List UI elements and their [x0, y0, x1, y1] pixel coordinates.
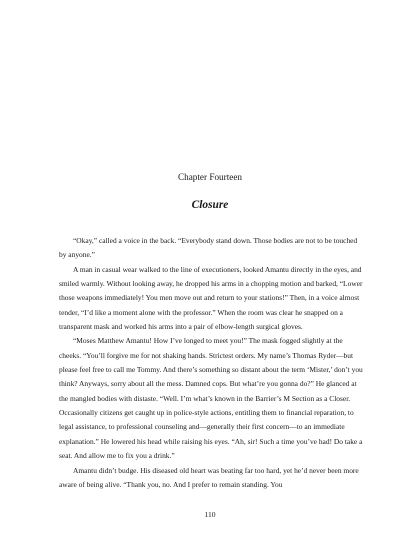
paragraph: “Moses Matthew Amantu! How I’ve longed to meet you!” The mask fogged slightly at the cheeks. “You’ll forgive me for not shaking hands. Strictest orders. My name’s Thomas Ryder—but please feel free to call me Tommy. And there’s something so distant about the term ‘Mister,’ don’t you think? Anyways, sorry about all the mess. Damned cops. But what’re you gonna do?” He glanced at the mangled bodies with distaste. “Well. I’m what’s known in the Barrier’s M Section as a Closer. Occasionally citizens get caught up in police-style actions, entitling them to financial reparation, to legal assistance, to professional counseling and—generally their first concern—to an immediate explanation.” He lowered his head while raising his eyes. “Ah, sir! Such a time you’ve had! Do take a seat. And allow me to fix you a drink.”: [59, 336, 363, 461]
paragraph: Amantu didn’t budge. His diseased old heart was beating far too hard, yet he’d never been more aware of being alive. “Thank you, no. And I prefer to remain standing. You: [59, 465, 359, 489]
chapter-title: Closure: [191, 199, 229, 211]
chapter-label: Chapter Fourteen: [177, 172, 243, 182]
chapter-body: [59, 234, 363, 492]
paragraph: “Okay,” called a voice in the back. “Everybody stand down. Those bodies are not to be touched by anyone.”: [59, 236, 358, 260]
paragraph: A man in casual wear walked to the line of executioners, looked Amantu directly in the eyes, and smiled warmly. Without looking away, he dropped his arms in a chopping motion and barked, “Lower those weapons immediately! You men move out and return to your stations!” Then, in a voice almost tender, “I’d like a moment alone with the professor.” When the room was clear he snapped on a transparent mask and worked his arms into a pair of elbow-length surgical gloves.: [59, 264, 363, 332]
page-number: 110: [204, 510, 216, 519]
